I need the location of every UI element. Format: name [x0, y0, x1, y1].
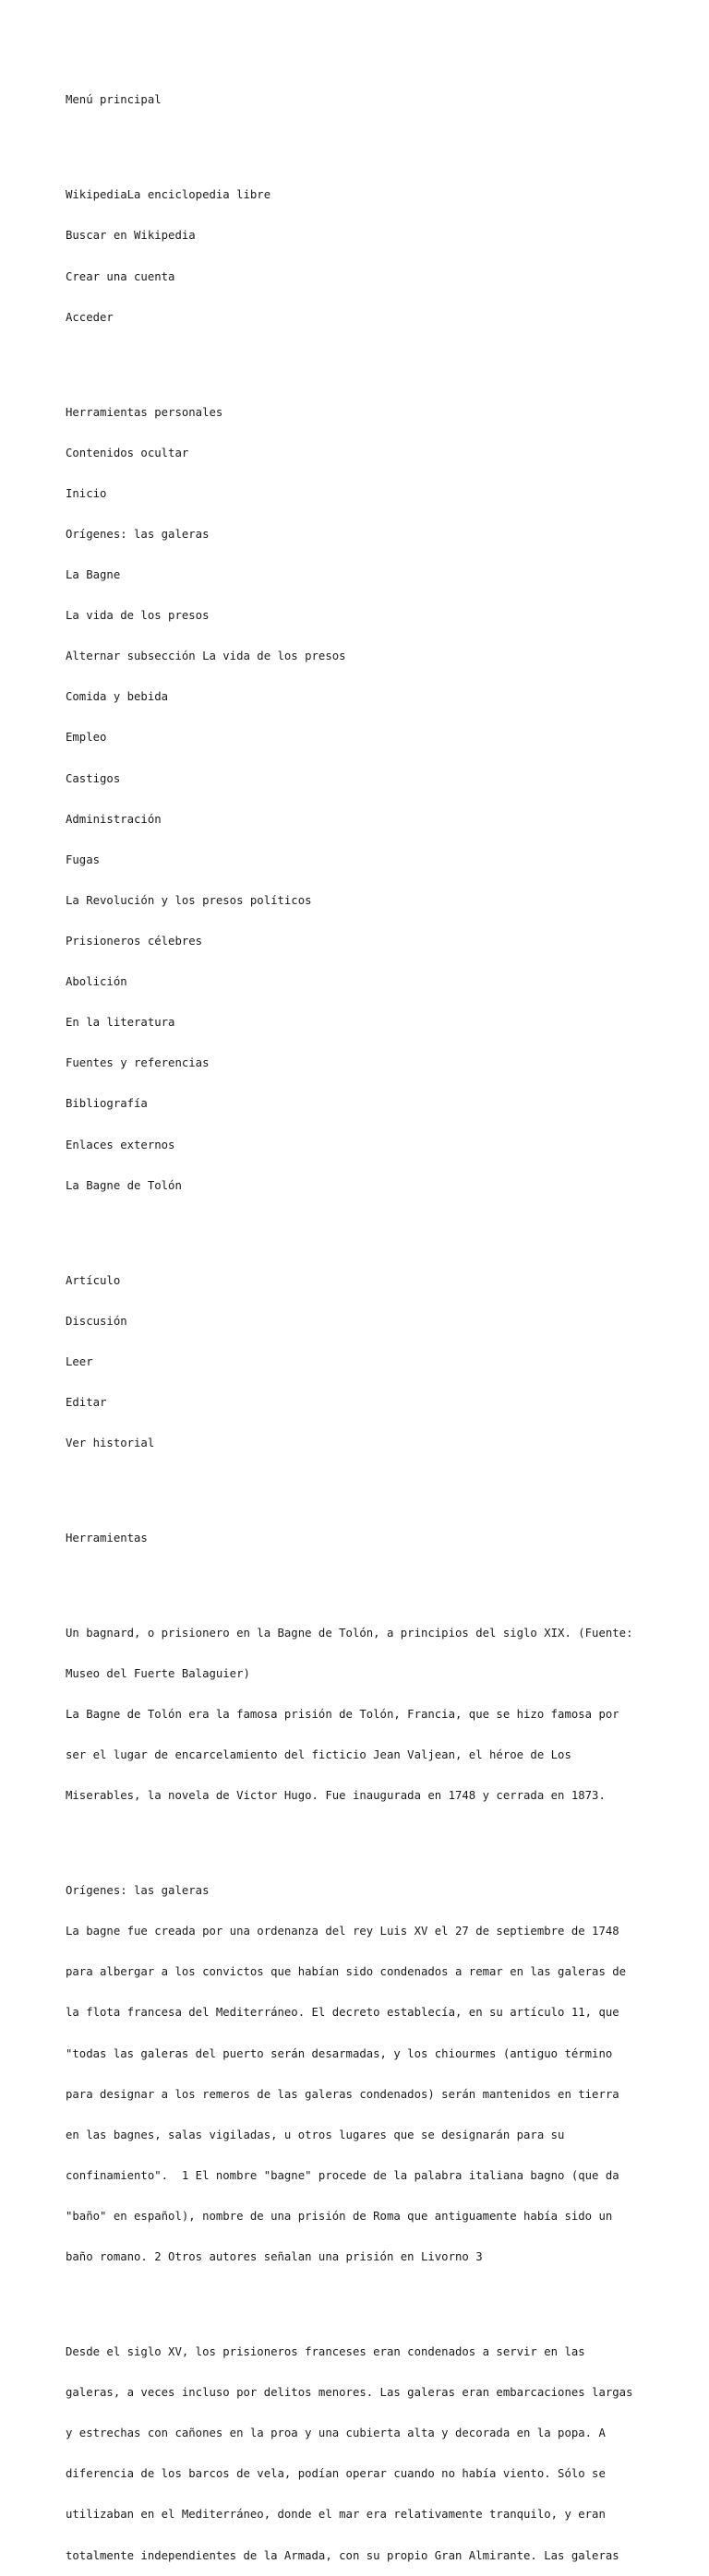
toc-item-fugas[interactable]: Fugas — [66, 853, 101, 866]
toc-item-vida-presos[interactable]: La vida de los presos — [66, 609, 210, 623]
image-caption-line: Un bagnard, o prisionero en la Bagne de Tolón, a principios del siglo XIX. (Fuente: — [66, 1626, 633, 1640]
spacer — [66, 1830, 656, 1843]
section-paragraph-line: para designar a los remeros de las galeras condenados) serán mantenidos en tierra — [66, 2087, 619, 2101]
image-caption-line: Museo del Fuerte Balaguier) — [66, 1666, 250, 1680]
create-account-link[interactable]: Crear una cuenta — [66, 269, 175, 283]
section-paragraph-line: totalmente independientes de la Armada, con su propio Gran Almirante. Las galeras — [66, 2548, 619, 2562]
tab-read[interactable]: Leer — [66, 1354, 93, 1368]
toc-item-enlaces[interactable]: Enlaces externos — [66, 1138, 175, 1151]
spacer — [66, 352, 656, 365]
main-menu-button[interactable]: Menú principal — [66, 93, 162, 107]
page-title: La Bagne de Tolón — [66, 1178, 182, 1192]
section-paragraph-line: utilizaban en el Mediterráneo, donde el mar era relativamente tranquilo, y eran — [66, 2508, 606, 2522]
tab-discussion[interactable]: Discusión — [66, 1314, 127, 1328]
spacer — [66, 135, 656, 149]
search-link[interactable]: Buscar en Wikipedia — [66, 229, 196, 243]
toc-item-comida[interactable]: Comida y bebida — [66, 690, 169, 704]
contents-toggle[interactable]: Contenidos ocultar — [66, 446, 189, 459]
toc-item-administracion[interactable]: Administración — [66, 812, 162, 826]
section-paragraph-line: galeras, a veces incluso por delitos menores. Las galeras eran embarcaciones largas — [66, 2386, 633, 2400]
wikipedia-logo-link[interactable]: WikipediaLa enciclopedia libre — [66, 188, 271, 202]
section-heading: Orígenes: las galeras — [66, 1884, 210, 1898]
document-page — [66, 66, 656, 2576]
personal-tools-button[interactable]: Herramientas personales — [66, 405, 223, 419]
section-paragraph-line: para albergar a los convictos que habían sido condenados a remar en las galeras de — [66, 1965, 627, 1979]
section-paragraph-line: confinamiento". 1 El nombre "bagne" procede de la palabra italiana bagno (que da — [66, 2168, 619, 2182]
toc-subsection-toggle[interactable]: Alternar subsección La vida de los presos — [66, 650, 346, 663]
section-paragraph-line: baño romano. 2 Otros autores señalan una prisión en Livorno 3 — [66, 2250, 483, 2264]
section-paragraph-line: Desde el siglo XV, los prisioneros franceses eran condenados a servir en las — [66, 2345, 585, 2359]
toc-item-revolucion[interactable]: La Revolución y los presos políticos — [66, 893, 312, 907]
section-paragraph-line: "baño" en español), nombre de una prisión de Roma que antiguamente había sido un — [66, 2210, 613, 2223]
intro-paragraph-line: Miserables, la novela de Victor Hugo. Fue inaugurada en 1748 y cerrada en 1873. — [66, 1789, 606, 1803]
spacer — [66, 2291, 656, 2305]
login-link[interactable]: Acceder — [66, 310, 114, 324]
toc-item-castigos[interactable]: Castigos — [66, 771, 121, 785]
toc-item-abolicion[interactable]: Abolición — [66, 975, 127, 989]
toc-item-empleo[interactable]: Empleo — [66, 731, 107, 745]
section-paragraph-line: "todas las galeras del puerto serán desarmadas, y los chiourmes (antiguo término — [66, 2046, 613, 2060]
tools-button[interactable]: Herramientas — [66, 1531, 148, 1544]
toc-item-literatura[interactable]: En la literatura — [66, 1016, 175, 1030]
toc-item-origenes[interactable]: Orígenes: las galeras — [66, 527, 210, 541]
tab-article[interactable]: Artículo — [66, 1273, 121, 1287]
section-paragraph-line: y estrechas con cañones en la proa y una cubierta alta y decorada en la popa. A — [66, 2427, 606, 2440]
spacer — [66, 1477, 656, 1491]
toc-item-inicio[interactable]: Inicio — [66, 486, 107, 500]
intro-paragraph-line: ser el lugar de encarcelamiento del ficticio Jean Valjean, el héroe de Los — [66, 1748, 571, 1762]
tab-edit[interactable]: Editar — [66, 1395, 107, 1409]
intro-paragraph-line: La Bagne de Tolón era la famosa prisión de Tolón, Francia, que se hizo famosa por — [66, 1708, 619, 1721]
section-paragraph-line: La bagne fue creada por una ordenanza del rey Luis XV el 27 de septiembre de 1748 — [66, 1925, 619, 1938]
toc-item-la-bagne[interactable]: La Bagne — [66, 567, 121, 581]
spacer — [66, 1572, 656, 1586]
tab-history[interactable]: Ver historial — [66, 1436, 155, 1449]
section-paragraph-line: diferencia de los barcos de vela, podían operar cuando no había viento. Sólo se — [66, 2467, 606, 2481]
toc-item-fuentes[interactable]: Fuentes y referencias — [66, 1056, 210, 1070]
toc-item-prisioneros[interactable]: Prisioneros célebres — [66, 934, 203, 948]
section-paragraph-line: la flota francesa del Mediterráneo. El decreto establecía, en su artículo 11, que — [66, 2006, 619, 2020]
toc-item-bibliografia[interactable]: Bibliografía — [66, 1097, 148, 1111]
section-paragraph-line: en las bagnes, salas vigiladas, u otros lugares que se designarán para su — [66, 2128, 565, 2141]
spacer — [66, 1220, 656, 1234]
